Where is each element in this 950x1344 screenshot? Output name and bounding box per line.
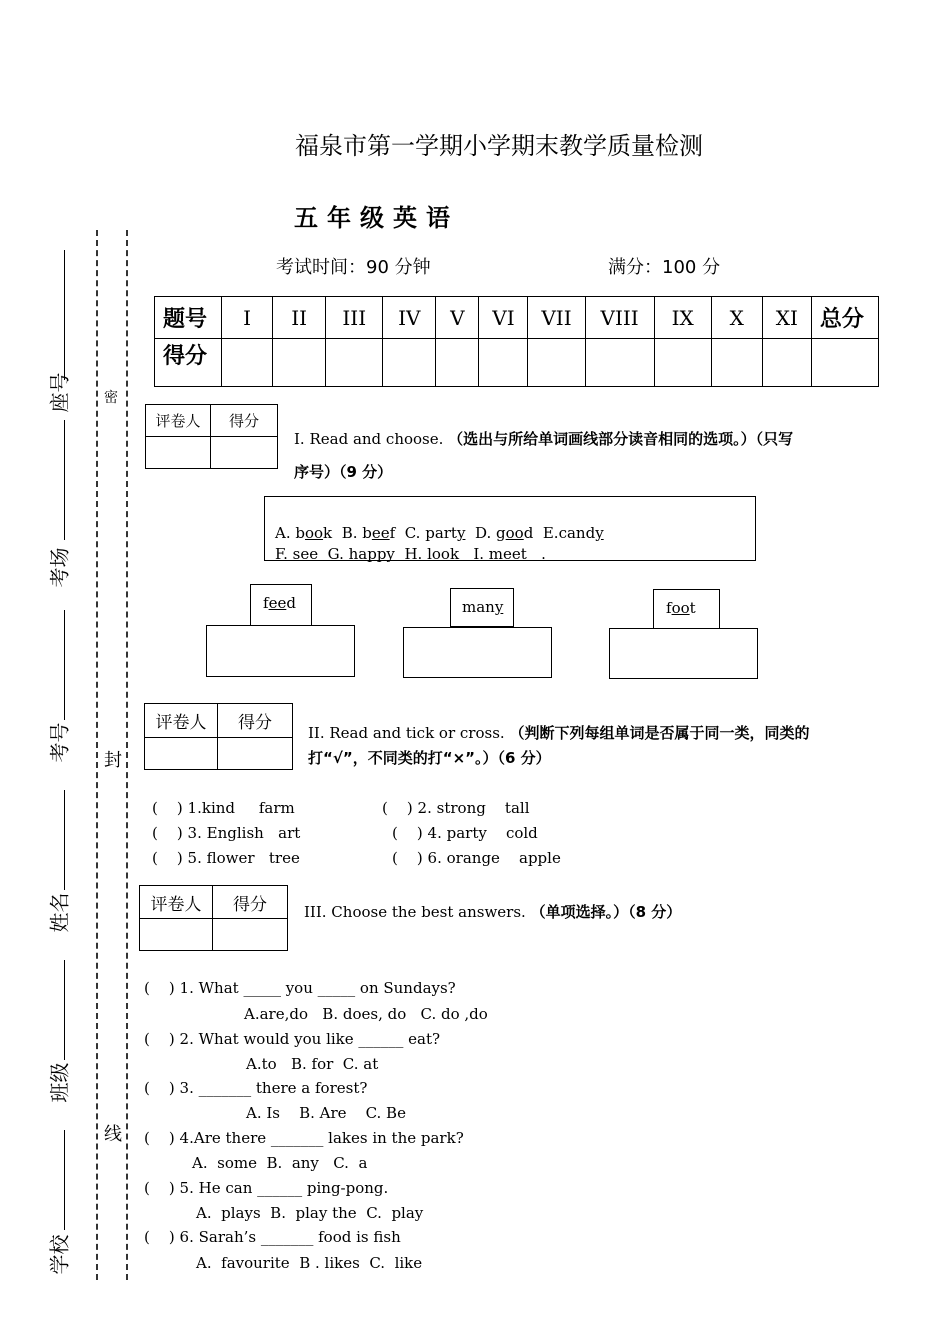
section2-title-line2 [308,746,551,771]
section1-title-cn: （选出与所给单词画线部分读音相同的选项。）（只写 [448,430,794,448]
score-cell[interactable] [326,339,383,387]
question[interactable]: ( ) 6. Sarah’s _______ food is fish [144,1228,401,1246]
score-col: XI [762,297,811,339]
answer-box[interactable] [403,627,552,678]
side-label-exam-number: 考号 [47,722,72,763]
exam-subtitle: 五年级英语 [294,204,459,232]
score-col: VIII [585,297,654,339]
seal-mark-mi: 密 [104,390,118,406]
word-many: many [462,598,504,616]
section2-title-en: II. Read and tick or cross. [308,724,505,742]
section2-title-cn-2: 打“√”，不同类的打“×”。）（6 分） [308,749,551,767]
seal-mark-xian: 线 [104,1124,122,1145]
score-table-total: 总分 [811,297,878,339]
question-options: A. some B. any C. a [192,1154,368,1172]
score-cell[interactable] [273,339,326,387]
section3-title [304,900,681,925]
section2-title-cn: （判断下列每组单词是否属于同一类，同类的 [509,724,810,742]
grader-cell[interactable] [140,919,213,951]
score-table-header-number: 题号 [155,297,222,339]
grader-score-label: 得分 [213,886,288,919]
side-label-seat: 座号 [47,372,72,413]
section1-title-cn-2: 序号）（9 分） [294,463,393,481]
options-line-1: A. book B. beef C. party D. good E.candy [275,524,604,542]
side-label-class: 班级 [47,1062,72,1103]
seal-mark-feng: 封 [104,750,122,771]
section2-title [308,721,809,746]
judge-item[interactable]: ( ) 6. orange apple [392,849,561,867]
judge-item[interactable]: ( ) 3. English art [152,824,301,842]
side-blank-line [64,960,65,1060]
score-table-header-score: 得分 [155,339,222,387]
question[interactable]: ( ) 1. What _____ you _____ on Sundays? [144,979,456,997]
question-options: A. favourite B . likes C. like [196,1254,423,1272]
score-table [154,296,879,387]
question-options: A.are,do B. does, do C. do ,do [244,1005,488,1023]
score-col: IX [654,297,711,339]
score-col: X [711,297,762,339]
grader-box-1 [145,404,278,469]
question-options: A. Is B. Are C. Be [246,1104,406,1122]
binding-line-inner [126,230,128,1280]
judge-item[interactable]: ( ) 4. party cold [392,824,538,842]
score-col: III [326,297,383,339]
binding-line-outer [96,230,98,1280]
score-cell[interactable] [654,339,711,387]
grader-label: 评卷人 [146,405,211,437]
score-cell[interactable] [711,339,762,387]
options-line-2: F. see G. happy H. look I. meet . [275,545,546,563]
score-cell[interactable] [811,339,878,387]
score-col: IV [383,297,436,339]
question[interactable]: ( ) 3. _______ there a forest? [144,1079,368,1097]
question[interactable]: ( ) 2. What would you like ______ eat? [144,1030,441,1048]
score-col: V [436,297,479,339]
grader-cell[interactable] [211,437,278,469]
section3-title-cn: （单项选择。）（8 分） [530,903,682,921]
side-blank-line [64,610,65,720]
score-col: VII [528,297,585,339]
score-cell[interactable] [528,339,585,387]
section3-title-en: III. Choose the best answers. [304,903,526,921]
grader-cell[interactable] [145,738,218,770]
side-label-school: 学校 [47,1234,72,1275]
question-options: A.to B. for C. at [246,1055,379,1073]
judge-item[interactable]: ( ) 2. strong tall [382,799,530,817]
grader-score-label: 得分 [218,704,293,738]
grader-cell[interactable] [146,437,211,469]
grader-label: 评卷人 [145,704,218,738]
exam-title: 福泉市第一学期小学期末教学质量检测 [295,132,703,160]
score-cell[interactable] [383,339,436,387]
score-cell[interactable] [222,339,273,387]
question[interactable]: ( ) 4.Are there _______ lakes in the park? [144,1129,464,1147]
grader-cell[interactable] [213,919,288,951]
side-blank-line [64,790,65,890]
grader-label: 评卷人 [140,886,213,919]
answer-box[interactable] [206,625,355,677]
grader-cell[interactable] [218,738,293,770]
grader-box-2 [144,703,293,770]
word-feed: feed [263,594,296,612]
grader-box-3 [139,885,288,951]
answer-box[interactable] [609,628,758,679]
question-options: A. plays B. play the C. play [196,1204,424,1222]
side-label-name: 姓名 [47,892,72,933]
question[interactable]: ( ) 5. He can ______ ping-pong. [144,1179,389,1197]
grader-score-label: 得分 [211,405,278,437]
score-cell[interactable] [479,339,528,387]
word-foot: foot [666,599,696,617]
exam-time: 考试时间：90 分钟 [276,257,431,278]
full-score: 满分：100 分 [608,257,721,278]
section1-title-en: I. Read and choose. [294,430,444,448]
judge-item[interactable]: ( ) 5. flower tree [152,849,300,867]
score-col: II [273,297,326,339]
section1-title [294,427,793,452]
score-cell[interactable] [436,339,479,387]
score-col: I [222,297,273,339]
side-blank-line [64,250,65,380]
score-col: VI [479,297,528,339]
side-blank-line [64,420,65,540]
side-label-room: 考场 [47,547,72,588]
score-cell[interactable] [585,339,654,387]
side-blank-line [64,1130,65,1230]
judge-item[interactable]: ( ) 1.kind farm [152,799,295,817]
score-cell[interactable] [762,339,811,387]
section1-title-line2 [294,460,392,485]
